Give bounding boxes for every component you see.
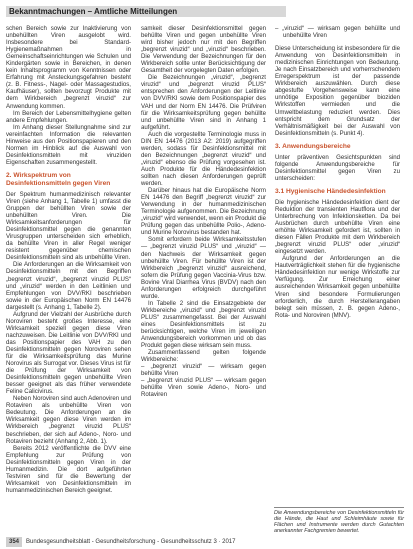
text-column-1: [6, 25, 131, 510]
journal-citation: Bundesgesundheitsblatt - Gesundheitsforschung - Gesundheitsschutz 3 · 2017: [26, 539, 236, 545]
paragraph: Auch die vorgestellte Terminologie muss in DIN EN 14476 (2013 A2: 2019) aufgegriffen werden, sodass für Desinfektionsmittel mit den Bezeichnungen „begrenzt viruzid“ und „viruzid“ ebenso die Prüfung vorgesehen ist. Auch Produkte für die Händedesinfektion sollten nach diesen Anforderungen geprüft werden.: [141, 130, 266, 188]
section-heading: 3. Anwendungsbereiche: [275, 142, 351, 150]
paragraph: In Tabelle 2 sind die Einsatzgebiete der Wirkbereiche „viruzid“ und „begrenzt viruzid PLUS“ zusammengefasst. Bei der Auswahl eines Desinfektionsmittels ist zu berücksichtigen, welche Viren im jeweiligen Anwendungsbereich vorkommen und ob das Produkt gegen diese wirksam sein muss.: [141, 299, 266, 350]
paragraph: Zusammenfassend gelten folgende Wirkbereiche:: [141, 349, 266, 364]
paragraph: Die Anforderungen an die Wirksamkeit von Desinfektionsmitteln mit den Begriffen „begrenzt viruzid“, „begrenzt viruzid PLUS“ und „viruzid“ werden in den Leitlinien und Empfehlungen von DVV/RKI beschrieben sowie in der Europäischen Norm EN 14476 dargestellt (s. Anhang 1, Tabelle 2).: [6, 261, 131, 311]
paragraph: Im Anhang dieser Stellungnahme sind zur vereinfachten Information die relevanten Hinweise aus den Positionspapieren und den Normen im Hinblick auf die Auswahl von Desinfektionsmitteln mit viruziden Eigenschaften zusammengestellt.: [6, 123, 131, 166]
paragraph: Aufgrund der Anforderungen an die Hautverträglichkeit stehen für die hygienische Händedesinfektion nur wenige Wirkstoffe zur Verfügung. Zur Erreichung einer ausreichenden Wirksamkeit gegen unbehüllte Viren sind besondere Formulierungen erforderlich, die durch Herstellerangaben belegt sein müssen, z. B. gegen Adeno-, Rota- und Noroviren (MNV).: [275, 255, 400, 319]
paragraph: Neben Noroviren sind auch Adenoviren und Rotaviren als unbehüllte Viren von Bedeutung. Die Anforderungen an die Wirksamkeit gegen diese Viren werden im Wirkbereich „begrenzt viruzid PLUS“ beschrieben, der sich auf Adeno-, Noro- und Rotaviren bezieht (Anhang 2, Abb. 1).: [6, 395, 131, 445]
text-column-3: [275, 25, 400, 450]
paragraph: Darüber hinaus hat die Europäische Norm EN 14476 den Begriff „begrenzt viruzid“ zur Verwendung in der humanmedizinischen Terminologie aufgenommen. Die Bezeichnung „viruzid“ wird verwendet, wenn ein Produkt die Prüfung gegen das unbehüllte Polio-, Adeno- und Murine Norovirus bestanden hat.: [141, 187, 266, 237]
text-column-2: [141, 25, 266, 480]
paragraph: Die Bezeichnungen „viruzid“, „begrenzt viruzid“ und „begrenzt viruzid PLUS“ entsprechen den Anforderungen der Leitlinie von DVV/RKI sowie dem Positionspapier des VAH und der Norm EN 14476. Die Prüfviren für die Wirksamkeitsprüfung gegen behüllte und unbehüllte Viren sind in Anhang 1 aufgeführt.: [141, 74, 266, 131]
paragraph: Unter präventiven Gesichtspunkten sind folgende Anwendungsbereiche für Desinfektionsmittel gegen Viren zu unterscheiden:: [275, 153, 400, 182]
paragraph: schen Bereich sowie zur Inaktivierung von unbehüllten Viren ausgelobt wird. Insbesondere bei Standard-Hygienemaßnahmen in Gemeinschaftseinrichtungen wie Schulen und Kindergärten sowie in Bereichen, in denen kein Inhaltsprogramm von Kenntnissen oder Erfahrung mit Ansteckungsgefahren besteht (z. B. Fitness-, Nagel- oder Massagestudios, Kaufhäuser), sollten bevorzugt Produkte mit dem Wirkbereich „begrenzt viruzid“ zur Anwendung kommen.: [6, 25, 131, 110]
list-item-text: „begrenzt viruzid“ — wirksam gegen behüllte Viren: [141, 363, 266, 378]
paragraph: Im Bereich der Lebensmittelhygiene gelten andere Empfehlungen.: [6, 109, 131, 124]
paragraph: Bereits 2012 veröffentlichte die DVV eine Empfehlung zur Prüfung von Desinfektionsmitteln gegen Viren in der Humanmedizin. Die dort aufgeführten Testviren sind für die Bewertung der Wirksamkeit von Desinfektionsmitteln im humanmedizinischen Bereich geeignet.: [6, 444, 131, 494]
subsection-heading: 3.1 Hygienische Händedesinfektion: [275, 187, 386, 195]
section-heading: 2. Wirkspektrum von Desinfektionsmitteln gegen Viren: [6, 171, 111, 187]
paragraph: Somit erfordern beide Wirksamkeitsstufen — „begrenzt viruzid PLUS“ und „viruzid“ — den Nachweis der Wirksamkeit gegen unbehüllte Viren. Für behüllte Viren ist der Wirkbereich „begrenzt viruzid“ ausreichend, sofern die Prüfung gegen Vaccinia-Virus bzw. Bovine Viral Diarrhea Virus (BVDV) nach den Anforderungen erfolgreich durchgeführt wurde.: [141, 236, 266, 300]
footnote: Die Anwendungsbereiche von Desinfektionsmitteln für die Hände, die Haut und Schleimhäute sowie für Flächen und Instrumente werden durch Gutachten anerkannter Fachgremien bewertet.: [274, 507, 404, 538]
list-item-text: „begrenzt viruzid PLUS“ — wirksam gegen behüllte Viren sowie Adeno-, Noro- und Rotaviren: [141, 377, 266, 399]
paragraph: samkeit dieser Desinfektionsmittel gegen behüllte Viren und gegen unbehüllte Viren wird bisher jedoch nur mit den Begriffen „begrenzt viruzid“ und „viruzid“ beschrieben. Die Verwendung der Bezeichnungen für den Wirkbereich sollte unter Berücksichtigung der Gesamtheit der vorgelegten Daten erfolgen.: [141, 25, 266, 75]
page-number: 354: [6, 537, 22, 547]
list-item-text: „viruzid“ — wirksam gegen behüllte und unbehüllte Viren: [282, 25, 400, 40]
section-label: Bekanntmachungen – Amtliche Mitteilungen: [9, 7, 178, 16]
page-footer: [6, 537, 235, 547]
list-item: – „viruzid“ — wirksam gegen behüllte und unbehüllte Viren: [275, 25, 400, 40]
paragraph: Aufgrund der Vielzahl der Ausbrüche durch Noroviren besteht großes Interesse, eine Wirksamkeit speziell gegen diese Viren nachzuweisen. Die Leitlinie von DVV/RKI und das Positionspapier des VAH zu den Desinfektionsmitteln gegen Noroviren sehen für die Wirksamkeitsprüfung das Murine Norovirus als Surrogat vor. Dieses Virus ist für die Prüfung der Wirksamkeit von Desinfektionsmitteln gegen unbehüllte Viren besser geeignet als das früher verwendete Feline Calicivirus.: [6, 310, 131, 396]
paragraph: Diese Unterscheidung ist insbesondere für die Anwendung von Desinfektionsmitteln in medizinischen Einrichtungen von Bedeutung. Je nach Einsatzbereich und vorherrschendem Erregerspektrum ist der passende Wirkbereich auszuwählen. Durch diese abgestufte Vorgehensweise kann eine unnötige Exposition gegenüber bioziden Wirkstoffen vermieden und die Umweltbelastung reduziert werden. Dies entspricht dem Grundsatz der Verhältnismäßigkeit bei der Auswahl von Desinfektionsmitteln (s. Punkt 4).: [275, 45, 400, 137]
paragraph: Der Spektrum humanmedizinisch relevanter Viren (siehe Anhang 1, Tabelle 1) umfasst die Gruppen der behüllten Viren sowie der unbehüllten Viren. Die Wirksamkeitsanforderungen für Desinfektionsmittel gegen die genannten Virusgruppen unterscheiden sich erheblich, da behüllte Viren in aller Regel weniger resistent gegenüber chemischen Desinfektionsmitteln sind als unbehüllte Viren.: [6, 190, 131, 262]
list-item: – „begrenzt viruzid PLUS“ — wirksam gegen behüllte Viren sowie Adeno-, Noro- und Rotaviren: [141, 377, 266, 399]
list-item: – „begrenzt viruzid“ — wirksam gegen behüllte Viren: [141, 363, 266, 378]
section-header: [6, 6, 286, 17]
paragraph: Die hygienische Händedesinfektion dient der Reduktion der transienten Hautflora und der Unterbrechung von Infektionsketten. Da bei Ausbrüchen durch unbehüllte Viren eine erhöhte Wirksamkeit gefordert ist, sollten in diesen Fällen Produkte mit dem Wirkbereich „begrenzt viruzid PLUS“ oder „viruzid“ eingesetzt werden.: [275, 198, 400, 256]
